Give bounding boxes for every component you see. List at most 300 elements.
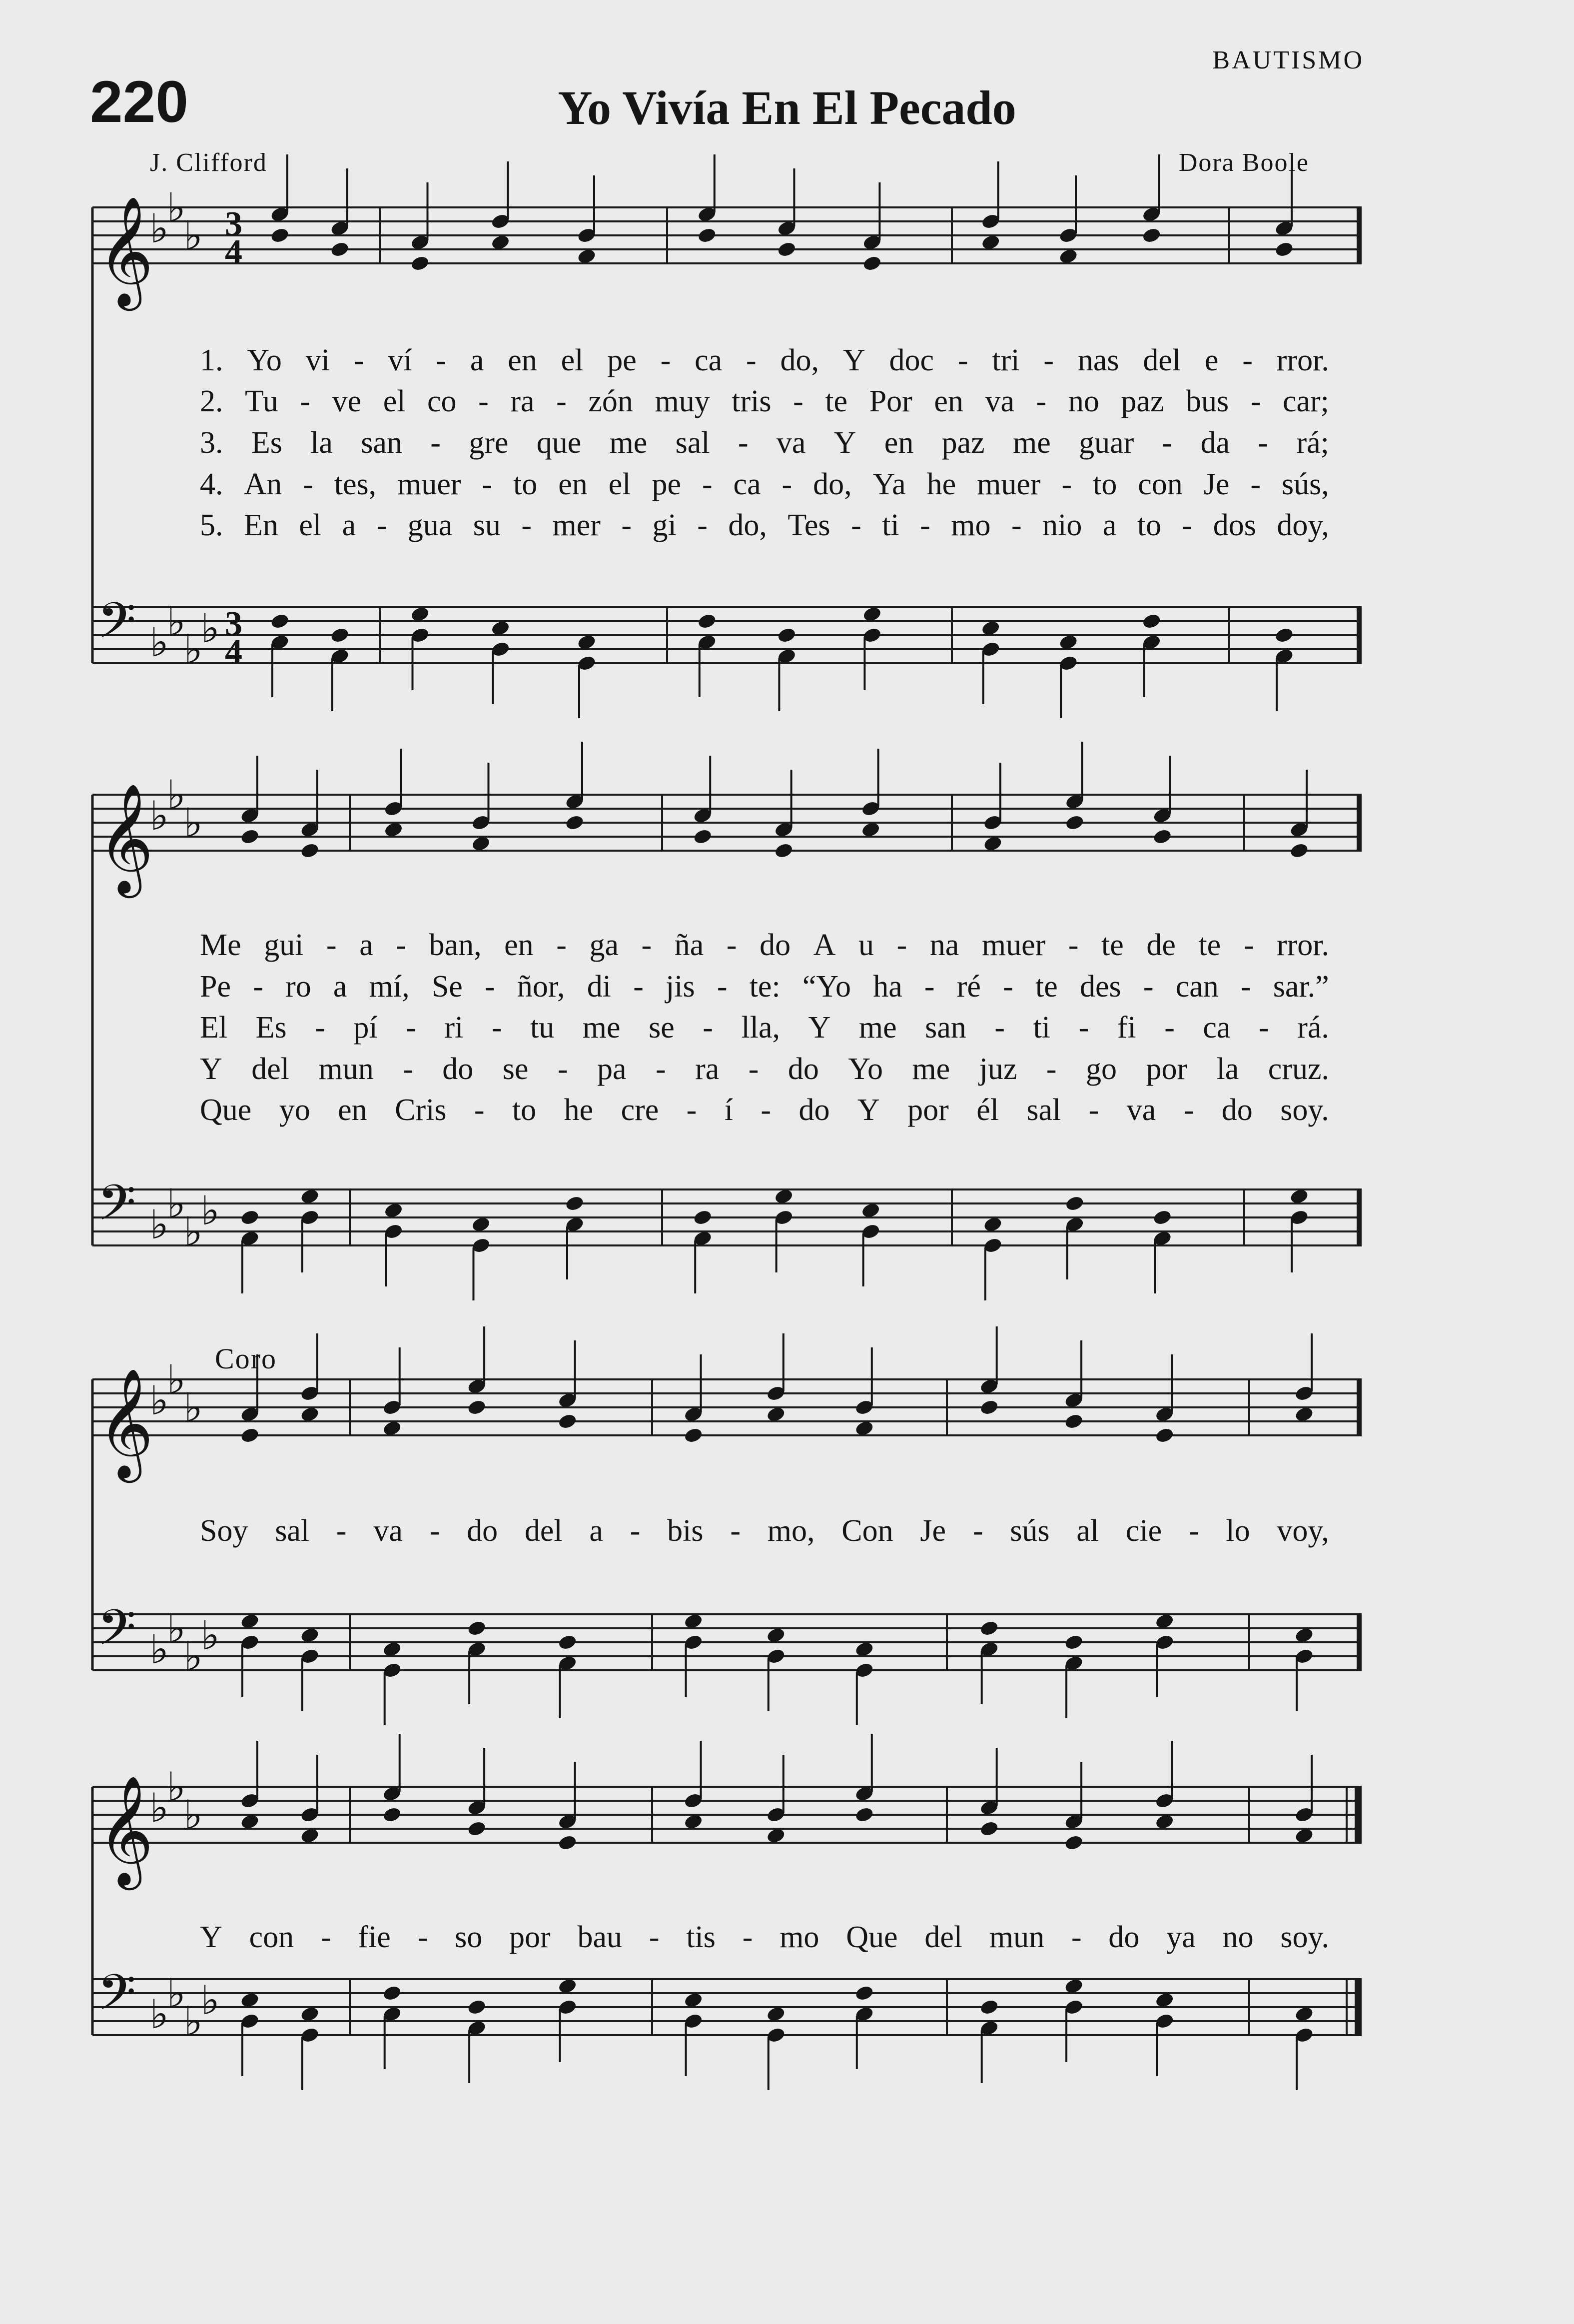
lyric-syllable: - — [630, 1514, 641, 1548]
lyric-syllable: - — [1043, 343, 1054, 377]
note-head — [240, 1209, 260, 1226]
lyric-syllable: a — [359, 928, 373, 962]
lyric-syllable: do — [760, 928, 791, 962]
flat-sign: ♭ — [184, 212, 203, 259]
note-head — [693, 828, 713, 846]
lyric-syllable: do — [467, 1514, 498, 1548]
lyric-syllable: - — [641, 928, 652, 962]
lyric-syllable: tri — [992, 343, 1020, 377]
lyric-syllable: A — [813, 928, 836, 962]
time-signature-bottom: 4 — [225, 633, 242, 671]
lyric-syllable: Y — [857, 1093, 880, 1127]
note-head — [777, 241, 797, 258]
bass-clef: 𝄢 — [97, 1174, 136, 1244]
lyric-syllable: - — [851, 508, 861, 542]
lyric-syllable: ñor, — [517, 970, 565, 1004]
lyric-syllable: 3. — [200, 426, 223, 460]
lyric-syllable: pí — [353, 1011, 378, 1045]
lyric-syllable: bis — [667, 1514, 704, 1548]
note-head — [774, 842, 794, 860]
lyric-syllable: cruz. — [1268, 1052, 1329, 1086]
lyric-syllable: - — [336, 1514, 347, 1548]
note-head — [1064, 1195, 1085, 1212]
note-head — [1141, 613, 1162, 630]
lyric-syllable: - — [478, 384, 489, 418]
treble-clef: 𝄞 — [97, 1775, 154, 1885]
lyric-syllable: nas — [1077, 343, 1119, 377]
lyric-syllable: ga — [589, 928, 619, 962]
lyric-syllable: lla, — [741, 1011, 780, 1045]
note-head — [467, 1820, 487, 1838]
flat-sign: ♭ — [184, 1208, 203, 1255]
lyric-syllable: to — [512, 1093, 537, 1127]
lyric-syllable: - — [406, 1011, 416, 1045]
lyric-syllable: ti — [1033, 1011, 1051, 1045]
lyric-syllable: - — [353, 343, 364, 377]
lyric-syllable: el — [383, 384, 406, 418]
lyric-syllable: doc — [889, 343, 934, 377]
flat-sign: ♭ — [184, 1384, 203, 1431]
lyric-syllable: - — [417, 1920, 428, 1954]
lyric-syllable: rá. — [1297, 1011, 1329, 1045]
lyric-syllable: - — [1061, 467, 1072, 501]
lyric-syllable: - — [746, 343, 757, 377]
flat-sign: ♭ — [201, 1977, 220, 2024]
lyric-syllable: - — [482, 467, 493, 501]
lyric-syllable: do — [787, 1052, 819, 1086]
lyric-syllable: de — [1146, 928, 1176, 962]
lyric-line — [200, 1922, 1329, 1962]
lyric-syllable: gui — [264, 928, 304, 962]
lyric-syllable: ro — [285, 970, 311, 1004]
lyric-syllable: - — [1143, 970, 1154, 1004]
flat-sign: ♭ — [150, 1626, 169, 1673]
lyric-syllable: An — [244, 467, 282, 501]
note-head — [979, 1620, 999, 1637]
lyric-syllable: muer — [397, 467, 461, 501]
note-head — [1064, 1634, 1084, 1651]
lyric-syllable: Y — [808, 1011, 831, 1045]
lyric-syllable: 4. — [200, 467, 223, 501]
flat-sign: ♭ — [167, 598, 186, 645]
lyric-syllable: Yo — [848, 1052, 883, 1086]
lyric-syllable: bus — [1186, 384, 1229, 418]
lyric-syllable: to — [1093, 467, 1117, 501]
lyric-syllable: - — [485, 970, 495, 1004]
lyric-syllable: - — [1162, 426, 1173, 460]
flat-sign: ♭ — [201, 605, 220, 652]
lyric-syllable: se — [649, 1011, 675, 1045]
lyric-syllable: yo — [279, 1093, 310, 1127]
lyric-syllable: ca — [695, 343, 723, 377]
lyric-syllable: - — [924, 970, 935, 1004]
lyric-syllable: jis — [666, 970, 695, 1004]
lyric-syllable: - — [557, 1052, 568, 1086]
lyric-syllable: Y — [842, 343, 865, 377]
lyric-syllable: do — [442, 1052, 474, 1086]
lyric-syllable: del — [251, 1052, 289, 1086]
lyric-syllable: sal — [1026, 1093, 1061, 1127]
lyric-syllable: - — [1071, 1920, 1082, 1954]
note-head — [1064, 1834, 1084, 1852]
note-head — [270, 613, 290, 630]
lyric-syllable: - — [320, 1920, 331, 1954]
lyric-syllable: guar — [1079, 426, 1134, 460]
flat-sign: ♭ — [167, 1605, 186, 1652]
lyric-syllable: - — [633, 970, 644, 1004]
lyric-syllable: me — [858, 1011, 897, 1045]
note-head — [240, 1427, 260, 1444]
lyric-syllable: mer — [552, 508, 601, 542]
lyric-syllable: - — [717, 970, 728, 1004]
lyric-line — [200, 1054, 1329, 1094]
lyric-syllable: go — [1085, 1052, 1117, 1086]
lyric-syllable: - — [491, 1011, 502, 1045]
lyric-syllable: Y — [833, 426, 856, 460]
lyric-syllable: Y — [200, 1920, 222, 1954]
lyric-syllable: - — [1250, 467, 1261, 501]
lyric-syllable: va — [776, 426, 806, 460]
lyric-syllable: El — [200, 1011, 228, 1045]
lyric-syllable: 2. — [200, 384, 223, 418]
lyric-syllable: En — [243, 508, 278, 542]
time-signature-top: 3 — [225, 205, 242, 243]
lyric-line — [200, 930, 1329, 970]
lyric-syllable: Cris — [395, 1093, 447, 1127]
lyric-syllable: des — [1079, 970, 1121, 1004]
bass-clef: 𝄢 — [97, 1599, 136, 1669]
end-bar-line — [1357, 1614, 1362, 1670]
lyric-line — [200, 345, 1329, 385]
lyric-syllable: mun — [989, 1920, 1045, 1954]
lyric-syllable: car; — [1282, 384, 1329, 418]
time-signature-bottom: 4 — [225, 233, 242, 271]
flat-sign: ♭ — [150, 1991, 169, 2038]
lyric-syllable: ri — [444, 1011, 464, 1045]
treble-clef: 𝄞 — [97, 783, 154, 893]
lyric-syllable: con — [1138, 467, 1183, 501]
lyric-syllable: en — [338, 1093, 367, 1127]
lyric-syllable: - — [556, 928, 567, 962]
lyric-syllable: me — [912, 1052, 950, 1086]
lyric-syllable: he — [926, 467, 956, 501]
lyric-syllable: Soy — [200, 1514, 248, 1548]
lyric-syllable: - — [376, 508, 387, 542]
lyric-syllable: - — [436, 343, 447, 377]
lyric-syllable: la — [1216, 1052, 1239, 1086]
lyric-syllable: u — [858, 928, 874, 962]
lyric-syllable: va — [985, 384, 1015, 418]
note-head — [330, 627, 350, 644]
lyric-syllable: muer — [981, 928, 1046, 962]
time-signature-top: 3 — [225, 605, 242, 643]
note-head — [467, 1399, 487, 1416]
lyric-syllable: el — [299, 508, 322, 542]
flat-sign: ♭ — [201, 1612, 220, 1659]
flat-sign: ♭ — [150, 1785, 169, 1831]
lyric-syllable: paz — [941, 426, 985, 460]
lyric-syllable: ca — [733, 467, 761, 501]
lyric-syllable: a — [589, 1514, 603, 1548]
lyric-syllable: por — [509, 1920, 551, 1954]
note-head — [270, 227, 290, 244]
lyric-syllable: - — [702, 467, 713, 501]
lyric-syllable: sar.” — [1273, 970, 1329, 1004]
lyric-syllable: - — [1250, 384, 1261, 418]
lyric-syllable: pa — [597, 1052, 627, 1086]
lyric-syllable: - — [782, 467, 792, 501]
note-head — [1064, 814, 1085, 832]
lyric-syllable: al — [1076, 1514, 1099, 1548]
lyric-syllable: san — [925, 1011, 966, 1045]
lyric-syllable: va — [1126, 1093, 1156, 1127]
lyric-syllable: con — [249, 1920, 294, 1954]
lyric-line — [200, 510, 1329, 550]
flat-sign: ♭ — [150, 1201, 169, 1248]
lyric-syllable: 5. — [200, 508, 223, 542]
lyric-syllable: - — [761, 1093, 772, 1127]
flat-sign: ♭ — [167, 184, 186, 231]
lyric-syllable: Que — [200, 1093, 252, 1127]
lyric-line — [200, 1012, 1329, 1052]
lyric-syllable: el — [561, 343, 584, 377]
lyric-syllable: - — [315, 1011, 325, 1045]
lyric-syllable: la — [310, 426, 333, 460]
lyric-syllable: - — [994, 1011, 1005, 1045]
lyric-syllable: en — [934, 384, 963, 418]
lyric-syllable: - — [521, 508, 532, 542]
note-head — [240, 828, 260, 846]
lyric-syllable: sal — [675, 426, 710, 460]
lyric-syllable: a — [333, 970, 347, 1004]
lyric-syllable: en — [884, 426, 914, 460]
lyric-syllable: san — [361, 426, 402, 460]
note-head — [1064, 1413, 1084, 1430]
lyric-syllable: - — [403, 1052, 413, 1086]
lyric-syllable: - — [396, 928, 406, 962]
lyric-syllable: da — [1200, 426, 1230, 460]
lyric-syllable: Por — [869, 384, 912, 418]
lyric-syllable: ra — [695, 1052, 720, 1086]
lyric-syllable: juz — [979, 1052, 1017, 1086]
flat-sign: ♭ — [201, 1187, 220, 1234]
lyric-syllable: fie — [358, 1920, 391, 1954]
lyric-syllable: te — [1101, 928, 1124, 962]
lyric-syllable: pe — [652, 467, 681, 501]
chorus-label: Coro — [215, 1342, 277, 1375]
bass-clef: 𝄢 — [97, 592, 136, 662]
lyric-syllable: sús, — [1281, 467, 1329, 501]
lyric-syllable: Tes — [787, 508, 830, 542]
lyric-syllable: - — [697, 508, 708, 542]
lyric-syllable: 1. — [200, 343, 223, 377]
note-head — [330, 241, 350, 258]
lyric-syllable: “Yo — [802, 970, 851, 1004]
lyric-syllable: - — [1003, 970, 1013, 1004]
lyric-syllable: se — [502, 1052, 529, 1086]
lyric-syllable: gua — [407, 508, 453, 542]
lyric-syllable: del — [1143, 343, 1181, 377]
lyric-syllable: do, — [813, 467, 852, 501]
hymn-title: Yo Vivía En El Pecado — [558, 81, 1016, 134]
lyric-syllable: tes, — [334, 467, 377, 501]
end-bar-line — [1357, 607, 1362, 663]
note-head — [300, 842, 320, 860]
note-head — [565, 1195, 585, 1212]
flat-sign: ♭ — [184, 800, 203, 846]
note-head — [697, 227, 718, 244]
lyric-syllable: Je — [920, 1514, 946, 1548]
lyric-syllable: ti — [882, 508, 899, 542]
lyric-line — [200, 386, 1329, 426]
lyric-syllable: - — [1011, 508, 1022, 542]
lyric-syllable: Se — [431, 970, 463, 1004]
note-head — [557, 1834, 578, 1852]
lyric-syllable: - — [748, 1052, 759, 1086]
lyric-syllable: en — [558, 467, 588, 501]
lyric-syllable: - — [1240, 970, 1251, 1004]
lyric-syllable: que — [536, 426, 582, 460]
flat-sign: ♭ — [150, 619, 169, 666]
flat-sign: ♭ — [150, 793, 169, 839]
lyric-syllable: - — [793, 384, 803, 418]
note-head — [979, 1999, 999, 2016]
lyric-syllable: ha — [873, 970, 902, 1004]
lyric-syllable: rror. — [1276, 928, 1329, 962]
lyric-syllable: Yo — [247, 343, 282, 377]
lyric-syllable: sús — [1010, 1514, 1050, 1548]
note-head — [410, 255, 430, 272]
lyric-line — [200, 469, 1329, 509]
lyric-syllable: muer — [977, 467, 1041, 501]
lyric-syllable: co — [427, 384, 457, 418]
lyric-syllable: bau — [577, 1920, 623, 1954]
lyric-syllable: Ya — [872, 467, 906, 501]
lyric-syllable: dos — [1213, 508, 1256, 542]
lyric-syllable: ña — [674, 928, 704, 962]
lyric-syllable: - — [649, 1920, 660, 1954]
lyric-syllable: - — [300, 384, 311, 418]
lyric-syllable: do, — [780, 343, 819, 377]
lyric-syllable: rá; — [1296, 426, 1329, 460]
lyric-syllable: va — [373, 1514, 403, 1548]
flat-sign: ♭ — [167, 1970, 186, 2017]
lyric-syllable: me — [582, 1011, 621, 1045]
lyric-syllable: - — [474, 1093, 485, 1127]
lyric-syllable: cie — [1125, 1514, 1162, 1548]
lyric-syllable: ban, — [429, 928, 482, 962]
lyric-syllable: paz — [1121, 384, 1164, 418]
lyric-syllable: do — [1108, 1920, 1140, 1954]
note-head — [854, 1806, 875, 1824]
note-head — [1154, 1427, 1175, 1444]
lyric-syllable: mun — [318, 1052, 374, 1086]
lyric-syllable: - — [1258, 426, 1269, 460]
lyric-syllable: Me — [200, 928, 241, 962]
lyric-syllable: - — [1183, 1093, 1194, 1127]
lyric-syllable: voy, — [1277, 1514, 1329, 1548]
flat-sign: ♭ — [184, 1998, 203, 2045]
lyric-syllable: tris — [732, 384, 772, 418]
lyric-syllable: soy. — [1280, 1920, 1329, 1954]
lyric-syllable: mo — [951, 508, 991, 542]
note-head — [1274, 627, 1295, 644]
lyric-syllable: a — [470, 343, 484, 377]
lyric-syllable: Es — [255, 1011, 287, 1045]
lyric-syllable: fi — [1117, 1011, 1136, 1045]
note-head — [1152, 828, 1173, 846]
lyric-syllable: na — [929, 928, 959, 962]
flat-sign: ♭ — [150, 205, 169, 252]
note-head — [1274, 241, 1295, 258]
lyric-syllable: - — [429, 1514, 440, 1548]
section-label: BAUTISMO — [1212, 46, 1364, 74]
lyric-syllable: can — [1175, 970, 1219, 1004]
lyric-syllable: - — [896, 928, 907, 962]
lyric-syllable: gre — [469, 426, 509, 460]
note-head — [467, 1999, 487, 2016]
lyric-syllable: lo — [1226, 1514, 1250, 1548]
note-head — [854, 1985, 875, 2002]
lyric-syllable: - — [920, 508, 930, 542]
lyric-syllable: del — [924, 1920, 963, 1954]
flat-sign: ♭ — [167, 1180, 186, 1227]
note-head — [693, 1209, 713, 1226]
lyric-syllable: doy, — [1277, 508, 1329, 542]
lyric-syllable: no — [1068, 384, 1099, 418]
note-head — [467, 1620, 487, 1637]
lyric-line — [200, 427, 1329, 467]
lyric-syllable: ya — [1166, 1920, 1196, 1954]
lyric-line — [200, 1095, 1329, 1135]
lyric-syllable: Je — [1203, 467, 1230, 501]
lyric-syllable: - — [726, 928, 737, 962]
lyric-syllable: él — [976, 1093, 999, 1127]
note-head — [1289, 842, 1310, 860]
lyric-syllable: - — [972, 1514, 983, 1548]
lyric-syllable: Que — [846, 1920, 898, 1954]
lyric-syllable: Y — [200, 1052, 222, 1086]
lyric-syllable: nio — [1042, 508, 1082, 542]
lyric-syllable: ca — [1203, 1011, 1231, 1045]
note-head — [777, 627, 797, 644]
lyric-syllable: te — [1035, 970, 1058, 1004]
lyric-syllable: ra — [510, 384, 535, 418]
lyric-syllable: to — [1137, 508, 1162, 542]
lyric-syllable: Pe — [200, 970, 231, 1004]
lyric-syllable: - — [660, 343, 671, 377]
note-head — [565, 814, 585, 832]
note-head — [557, 1413, 578, 1430]
lyric-syllable: - — [656, 1052, 666, 1086]
lyric-line — [200, 971, 1329, 1011]
note-head — [979, 1399, 999, 1416]
lyric-syllable: Con — [841, 1514, 893, 1548]
lyric-syllable: no — [1222, 1920, 1254, 1954]
lyric-syllable: del — [524, 1514, 563, 1548]
note-head — [382, 1985, 402, 2002]
end-bar-line — [1357, 795, 1362, 851]
lyric-syllable: te — [1198, 928, 1221, 962]
lyric-syllable: - — [1258, 1011, 1269, 1045]
lyric-syllable: - — [1188, 1514, 1199, 1548]
lyric-syllable: vi — [305, 343, 330, 377]
lyric-syllable: sal — [275, 1514, 310, 1548]
lyric-syllable: pe — [607, 343, 637, 377]
lyric-syllable: mo — [780, 1920, 819, 1954]
lyric-syllable: í — [724, 1093, 733, 1127]
lyric-syllable: a — [342, 508, 356, 542]
